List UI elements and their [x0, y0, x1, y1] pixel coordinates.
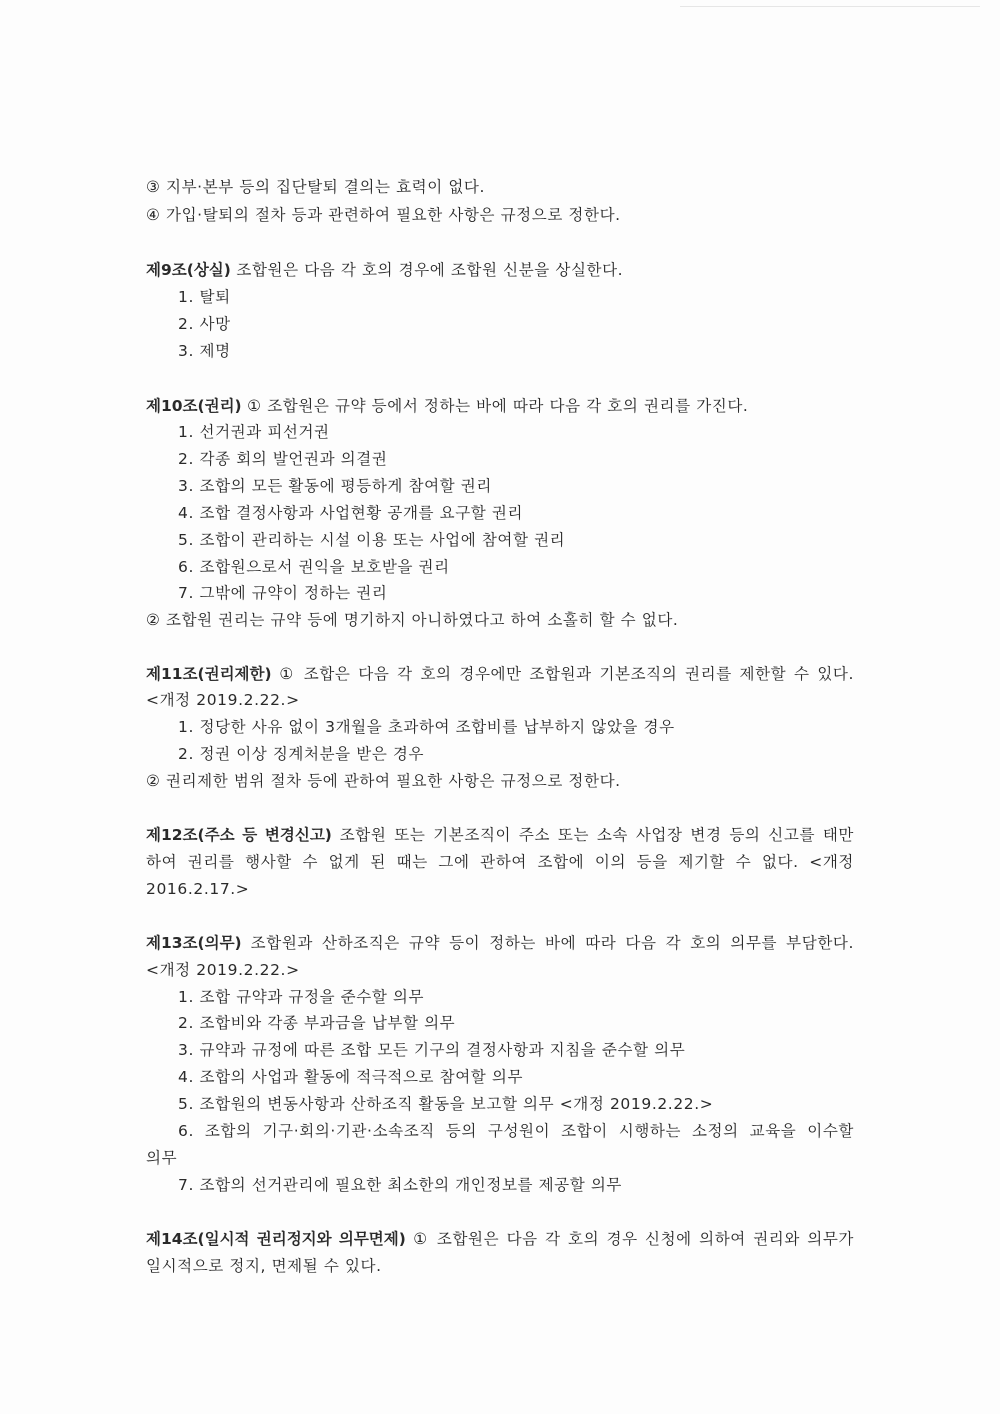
article13-line-1: [146, 933, 854, 953]
article10-item-4: 4. 조합 결정사항과 사업현황 공개를 요구할 권리: [178, 504, 524, 522]
article12-line-3: 2016.2.17.>: [146, 880, 250, 898]
article10-line: [146, 396, 748, 416]
article10-item-3: 3. 조합의 모든 활동에 평등하게 참여할 권리: [178, 477, 492, 495]
article9-heading: 제9조(상실): [146, 261, 231, 279]
article14-line-2: 일시적으로 정지, 면제될 수 있다.: [146, 1257, 382, 1275]
article12-line-2: 하여 권리를 행사할 수 없게 된 때는 그에 관하여 조합에 이의 등을 제기할 수 없다. <개정: [146, 853, 854, 871]
article13-line-2: <개정 2019.2.22.>: [146, 961, 300, 979]
article11-item-2: 2. 정권 이상 징계처분을 받은 경우: [178, 745, 425, 763]
article10-item-1: 1. 선거권과 피선거권: [178, 423, 330, 441]
scan-edge-line: [680, 6, 980, 7]
article11-item-1: 1. 정당한 사유 없이 3개월을 초과하여 조합비를 납부하지 않았을 경우: [178, 718, 675, 736]
article13-heading: 제13조(의무): [146, 934, 242, 952]
article9-item-2: 2. 사망: [178, 315, 231, 333]
article13-item-6-line-2: 의무: [146, 1149, 178, 1167]
article10-item-5: 5. 조합이 관리하는 시설 이용 또는 사업에 참여할 권리: [178, 531, 566, 549]
article11-line-1: [146, 664, 854, 684]
article12-text: 조합원 또는 기본조직이 주소 또는 소속 사업장 변경 등의 신고를 태만: [331, 826, 854, 844]
article13-item-3: 3. 규약과 규정에 따른 조합 모든 기구의 결정사항과 지침을 준수할 의무: [178, 1041, 686, 1059]
article13-item-1: 1. 조합 규약과 규정을 준수할 의무: [178, 988, 425, 1006]
article13-item-4: 4. 조합의 사업과 활동에 적극적으로 참여할 의무: [178, 1068, 524, 1086]
article12-line-1: [146, 825, 854, 845]
article13-item-7: 7. 조합의 선거관리에 필요한 최소한의 개인정보를 제공할 의무: [178, 1176, 623, 1194]
article13-item-6-line-1: 6. 조합의 기구·회의·기관·소속조직 등의 구성원이 조합이 시행하는 소정의 교육을 이수할: [178, 1122, 854, 1140]
article13-text: 조합원과 산하조직은 규약 등이 정하는 바에 따라 다음 각 호의 의무를 부담한다.: [241, 934, 854, 952]
article11-text: ① 조합은 다음 각 호의 경우에만 조합원과 기본조직의 권리를 제한할 수 있다.: [271, 665, 854, 683]
article10-heading: 제10조(권리): [146, 397, 242, 415]
article14-line-1: [146, 1229, 854, 1249]
article10-item-6: 6. 조합원으로서 권익을 보호받을 권리: [178, 558, 450, 576]
article9-line: [146, 260, 623, 280]
article9-item-1: 1. 탈퇴: [178, 288, 231, 306]
article11-paragraph-2: ② 권리제한 범위 절차 등에 관하여 필요한 사항은 규정으로 정한다.: [146, 772, 621, 790]
article10-item-7: 7. 그밖에 규약이 정하는 권리: [178, 584, 388, 602]
article14-heading: 제14조(일시적 권리정지와 의무면제): [146, 1230, 406, 1248]
article9-item-3: 3. 제명: [178, 342, 231, 360]
article11-heading: 제11조(권리제한): [146, 665, 272, 683]
article8-paragraph-4: ④ 가입·탈퇴의 절차 등과 관련하여 필요한 사항은 규정으로 정한다.: [146, 206, 621, 224]
article9-text: 조합원은 다음 각 호의 경우에 조합원 신분을 상실한다.: [230, 261, 624, 279]
article12-heading: 제12조(주소 등 변경신고): [146, 826, 332, 844]
article10-item-2: 2. 각종 회의 발언권과 의결권: [178, 450, 388, 468]
article13-item-2: 2. 조합비와 각종 부과금을 납부할 의무: [178, 1014, 456, 1032]
article8-paragraph-3: ③ 지부·본부 등의 집단탈퇴 결의는 효력이 없다.: [146, 178, 486, 196]
article10-paragraph-2: ② 조합원 권리는 규약 등에 명기하지 아니하였다고 하여 소홀히 할 수 없다.: [146, 611, 679, 629]
article11-line-2: <개정 2019.2.22.>: [146, 691, 300, 709]
article10-text: ① 조합원은 규약 등에서 정하는 바에 따라 다음 각 호의 권리를 가진다.: [241, 397, 749, 415]
article13-item-5: 5. 조합원의 변동사항과 산하조직 활동을 보고할 의무 <개정 2019.2.22.>: [178, 1095, 714, 1113]
article14-text: ① 조합원은 다음 각 호의 경우 신청에 의하여 권리와 의무가: [405, 1230, 855, 1248]
